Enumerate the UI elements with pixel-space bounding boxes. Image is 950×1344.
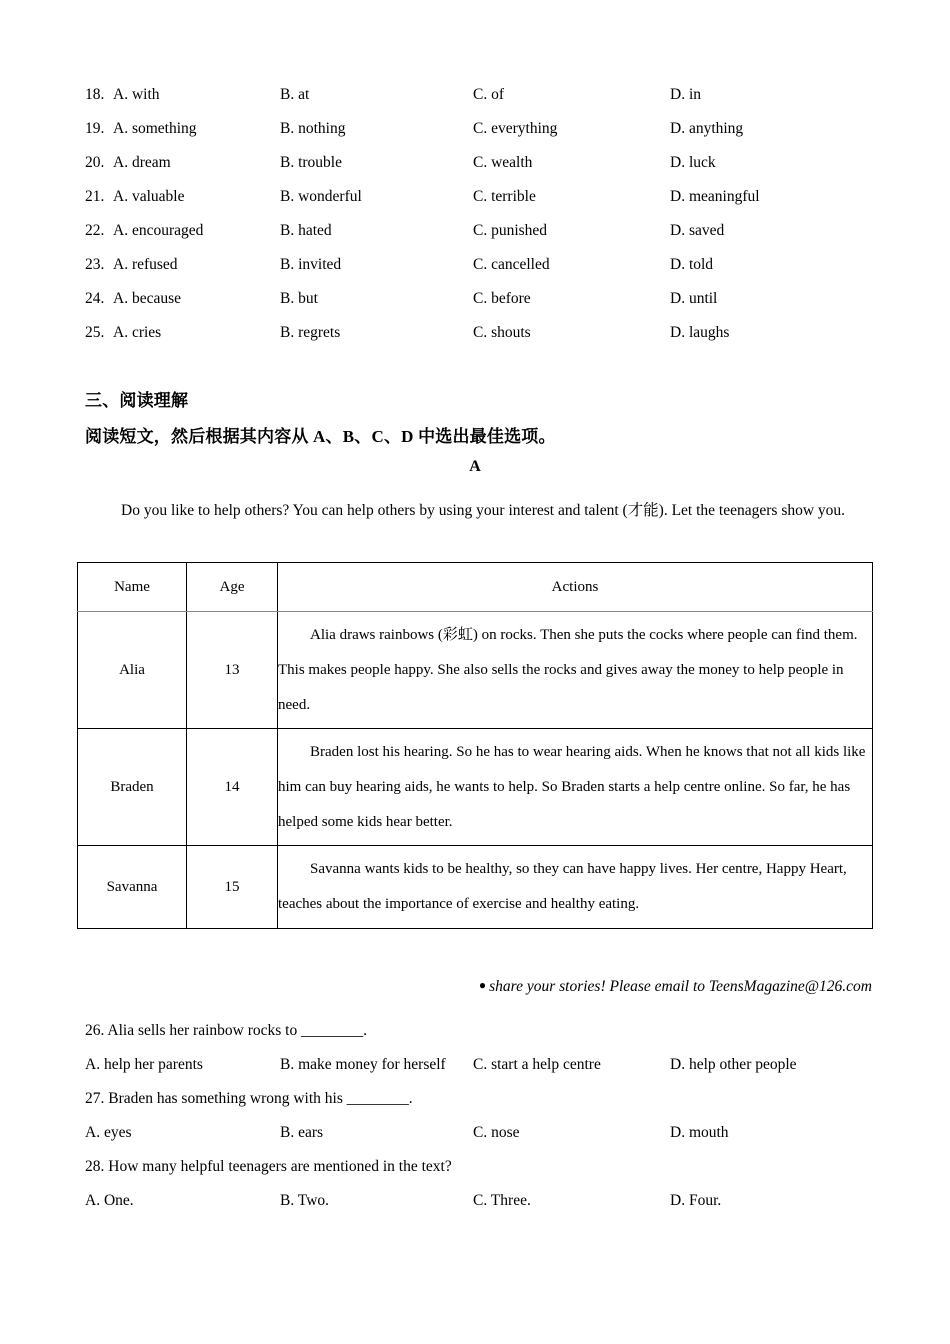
cloze-option-d[interactable]: D. until bbox=[670, 290, 718, 307]
cell-action: Alia draws rainbows (彩虹) on rocks. Then she puts the cocks where people can find them. This makes people happy. She also sells the rocks and gives away the money to help people in need. bbox=[278, 612, 873, 729]
bullet-icon: ● bbox=[478, 978, 487, 992]
cloze-row bbox=[85, 248, 885, 282]
question-options bbox=[85, 1048, 885, 1082]
cloze-option-d[interactable]: D. meaningful bbox=[670, 188, 760, 205]
cell-age: 13 bbox=[187, 612, 278, 729]
cloze-option-b[interactable]: B. invited bbox=[280, 256, 342, 273]
cloze-option-a: 22. bbox=[85, 222, 105, 239]
cloze-option-a-text[interactable]: A. because bbox=[113, 290, 181, 307]
cloze-option-a-text[interactable]: A. encouraged bbox=[113, 222, 204, 239]
table-header-name: Name bbox=[78, 563, 187, 612]
cloze-option-b[interactable]: B. trouble bbox=[280, 154, 342, 171]
cloze-options-block bbox=[85, 78, 885, 350]
table-header-age: Age bbox=[187, 563, 278, 612]
cloze-option-a: 25. bbox=[85, 324, 105, 341]
passage-letter-a: A bbox=[469, 458, 481, 475]
cloze-option-b[interactable]: B. wonderful bbox=[280, 188, 362, 205]
question-option-a[interactable]: A. eyes bbox=[85, 1124, 132, 1141]
cell-name: Savanna bbox=[78, 846, 187, 929]
question-option-b[interactable]: B. ears bbox=[280, 1124, 324, 1141]
cloze-option-a-text[interactable]: A. refused bbox=[113, 256, 178, 273]
cloze-row bbox=[85, 146, 885, 180]
cloze-option-d[interactable]: D. laughs bbox=[670, 324, 730, 341]
table-row bbox=[78, 612, 873, 729]
section-heading-number: 三、阅读理解 bbox=[85, 391, 189, 410]
cloze-option-a-text[interactable]: A. something bbox=[113, 120, 197, 137]
cloze-option-a: 24. bbox=[85, 290, 105, 307]
question-option-d[interactable]: D. mouth bbox=[670, 1124, 729, 1141]
cloze-option-a-text[interactable]: A. cries bbox=[113, 324, 162, 341]
question-stem: 27. Braden has something wrong with his ________. bbox=[85, 1090, 413, 1107]
cloze-option-d[interactable]: D. anything bbox=[670, 120, 744, 137]
cloze-option-a: 23. bbox=[85, 256, 105, 273]
cell-action: Savanna wants kids to be healthy, so they can have happy lives. Her centre, Happy Heart, teaches about the importance of exercise and healthy eating. bbox=[278, 846, 873, 929]
cloze-option-a: 19. bbox=[85, 120, 105, 137]
question-option-a[interactable]: A. One. bbox=[85, 1192, 134, 1209]
cloze-option-a: 20. bbox=[85, 154, 105, 171]
cloze-option-c[interactable]: C. everything bbox=[473, 120, 558, 137]
cloze-option-a-text[interactable]: A. valuable bbox=[113, 188, 185, 205]
email-note-line bbox=[0, 978, 872, 996]
table-row bbox=[78, 729, 873, 846]
question-stem: 26. Alia sells her rainbow rocks to ________. bbox=[85, 1022, 367, 1039]
question-option-d[interactable]: D. Four. bbox=[670, 1192, 722, 1209]
passage-intro-paragraph: Do you like to help others? You can help others by using your interest and talent (才能). Let the teenagers show you. bbox=[121, 502, 846, 519]
cloze-option-b[interactable]: B. hated bbox=[280, 222, 332, 239]
cloze-option-a: 21. bbox=[85, 188, 105, 205]
cloze-option-d[interactable]: D. told bbox=[670, 256, 714, 273]
cell-age: 14 bbox=[187, 729, 278, 846]
email-note-text: share your stories! Please email to TeensMagazine@126.com bbox=[489, 978, 872, 995]
cell-age: 15 bbox=[187, 846, 278, 929]
teenagers-table bbox=[77, 562, 873, 929]
cloze-option-b[interactable]: B. at bbox=[280, 86, 310, 103]
cloze-row bbox=[85, 316, 885, 350]
question-stem: 28. How many helpful teenagers are mentioned in the text? bbox=[85, 1158, 452, 1175]
cloze-option-d[interactable]: D. saved bbox=[670, 222, 725, 239]
question-option-c[interactable]: C. Three. bbox=[473, 1192, 531, 1209]
question-option-c[interactable]: C. start a help centre bbox=[473, 1056, 601, 1073]
cloze-row bbox=[85, 214, 885, 248]
cloze-option-c[interactable]: C. shouts bbox=[473, 324, 531, 341]
question-option-a[interactable]: A. help her parents bbox=[85, 1056, 203, 1073]
cell-name: Alia bbox=[78, 612, 187, 729]
cloze-option-a-text[interactable]: A. with bbox=[113, 86, 160, 103]
cell-action: Braden lost his hearing. So he has to wear hearing aids. When he knows that not all kids like him can buy hearing aids, he wants to help. So Braden starts a help centre online. So far, he has helped some kids hear better. bbox=[278, 729, 873, 846]
cloze-option-a-text[interactable]: A. dream bbox=[113, 154, 171, 171]
cloze-option-b[interactable]: B. but bbox=[280, 290, 318, 307]
cloze-option-c[interactable]: C. before bbox=[473, 290, 531, 307]
section-instruction: 阅读短文，然后根据其内容从 A、B、C、D 中选出最佳选项。 bbox=[85, 427, 556, 446]
cloze-option-d[interactable]: D. in bbox=[670, 86, 701, 103]
question-options bbox=[85, 1116, 885, 1150]
table-header-actions: Actions bbox=[278, 563, 873, 612]
cloze-option-d[interactable]: D. luck bbox=[670, 154, 716, 171]
question-option-c[interactable]: C. nose bbox=[473, 1124, 520, 1141]
cloze-row bbox=[85, 180, 885, 214]
cloze-row bbox=[85, 112, 885, 146]
question-option-d[interactable]: D. help other people bbox=[670, 1056, 797, 1073]
cloze-option-a: 18. bbox=[85, 86, 105, 103]
cloze-option-c[interactable]: C. of bbox=[473, 86, 504, 103]
cloze-option-c[interactable]: C. punished bbox=[473, 222, 548, 239]
question-option-b[interactable]: B. Two. bbox=[280, 1192, 330, 1209]
cloze-option-c[interactable]: C. terrible bbox=[473, 188, 536, 205]
cloze-option-b[interactable]: B. regrets bbox=[280, 324, 341, 341]
table-row bbox=[78, 846, 873, 929]
reading-questions-block bbox=[85, 1014, 885, 1218]
cloze-option-c[interactable]: C. cancelled bbox=[473, 256, 550, 273]
cloze-row bbox=[85, 78, 885, 112]
teenagers-table-wrapper bbox=[77, 562, 872, 929]
question-options bbox=[85, 1184, 885, 1218]
cloze-option-b[interactable]: B. nothing bbox=[280, 120, 346, 137]
question-option-b[interactable]: B. make money for herself bbox=[280, 1056, 446, 1073]
cell-name: Braden bbox=[78, 729, 187, 846]
cloze-row bbox=[85, 282, 885, 316]
cloze-option-c[interactable]: C. wealth bbox=[473, 154, 533, 171]
table-header-row bbox=[78, 563, 873, 612]
